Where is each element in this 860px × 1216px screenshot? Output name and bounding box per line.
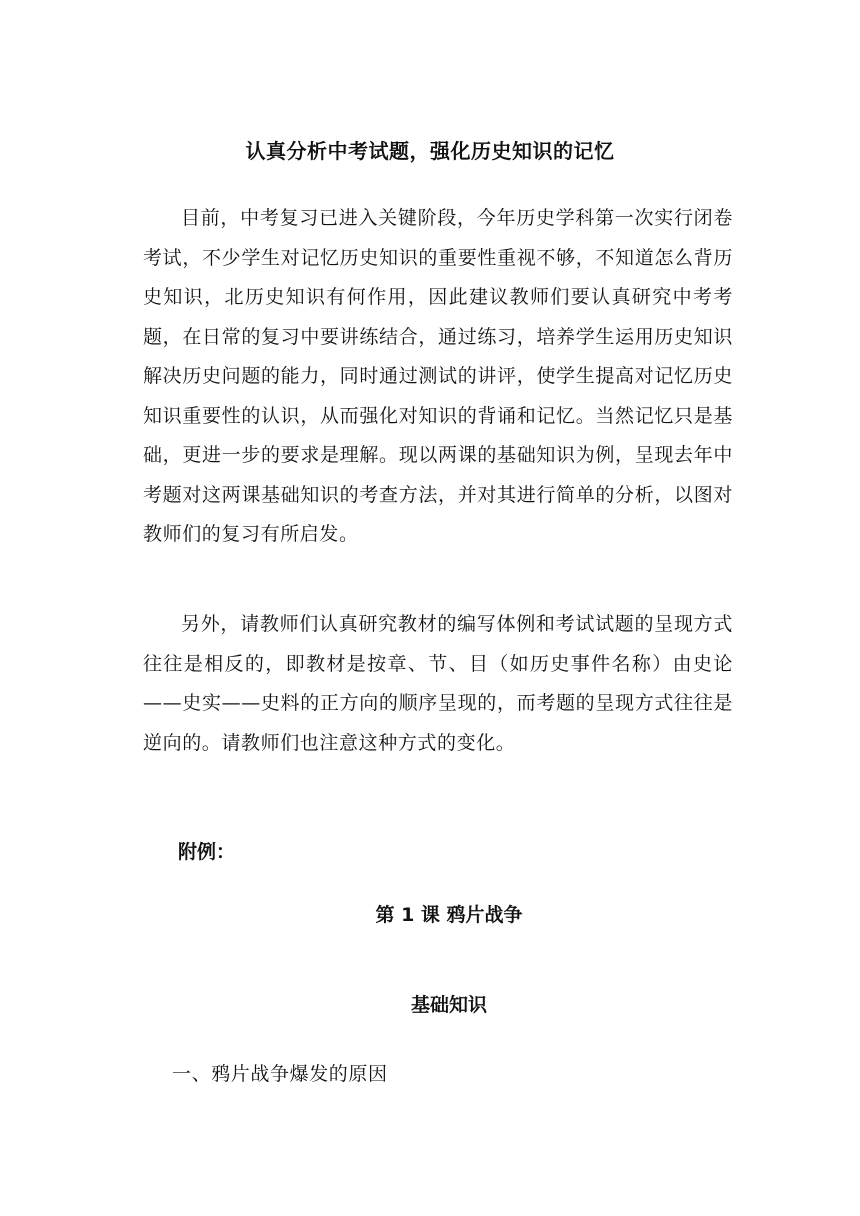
document-title: 认真分析中考试题，强化历史知识的记忆: [245, 139, 615, 163]
section-item: 一、鸦片战争爆发的原因: [172, 1063, 388, 1085]
appendix-label: 附例：: [178, 841, 236, 863]
lesson-title: 第 1 课 鸦片战争: [375, 904, 523, 926]
section-heading: 基础知识: [410, 994, 487, 1016]
paragraph-note: 另外，请教师们认真研究教材的编写体例和考试试题的呈现方式往往是相反的，即教材是按章、节、目（如历史事件名称）由史论——史实——史料的正方向的顺序呈现的，而考题的呈现方式往往是逆向的。请教师们也注意这种方式的变化。: [143, 613, 733, 754]
paragraph-intro: 目前，中考复习已进入关键阶段，今年历史学科第一次实行闭卷考试，不少学生对记忆历史知识的重要性重视不够，不知道怎么背历史知识，北历史知识有何作用，因此建议教师们要认真研究中考考题，在日常的复习中要讲练结合，通过练习，培养学生运用历史知识解决历史问题的能力，同时通过测试的讲评，使学生提高对记忆历史知识重要性的认识，从而强化对知识的背诵和记忆。当然记忆只是基础，更进一步的要求是理解。现以两课的基础知识为例，呈现去年中考题对这两课基础知识的考查方法，并对其进行简单的分析，以图对教师们的复习有所启发。: [143, 207, 733, 545]
